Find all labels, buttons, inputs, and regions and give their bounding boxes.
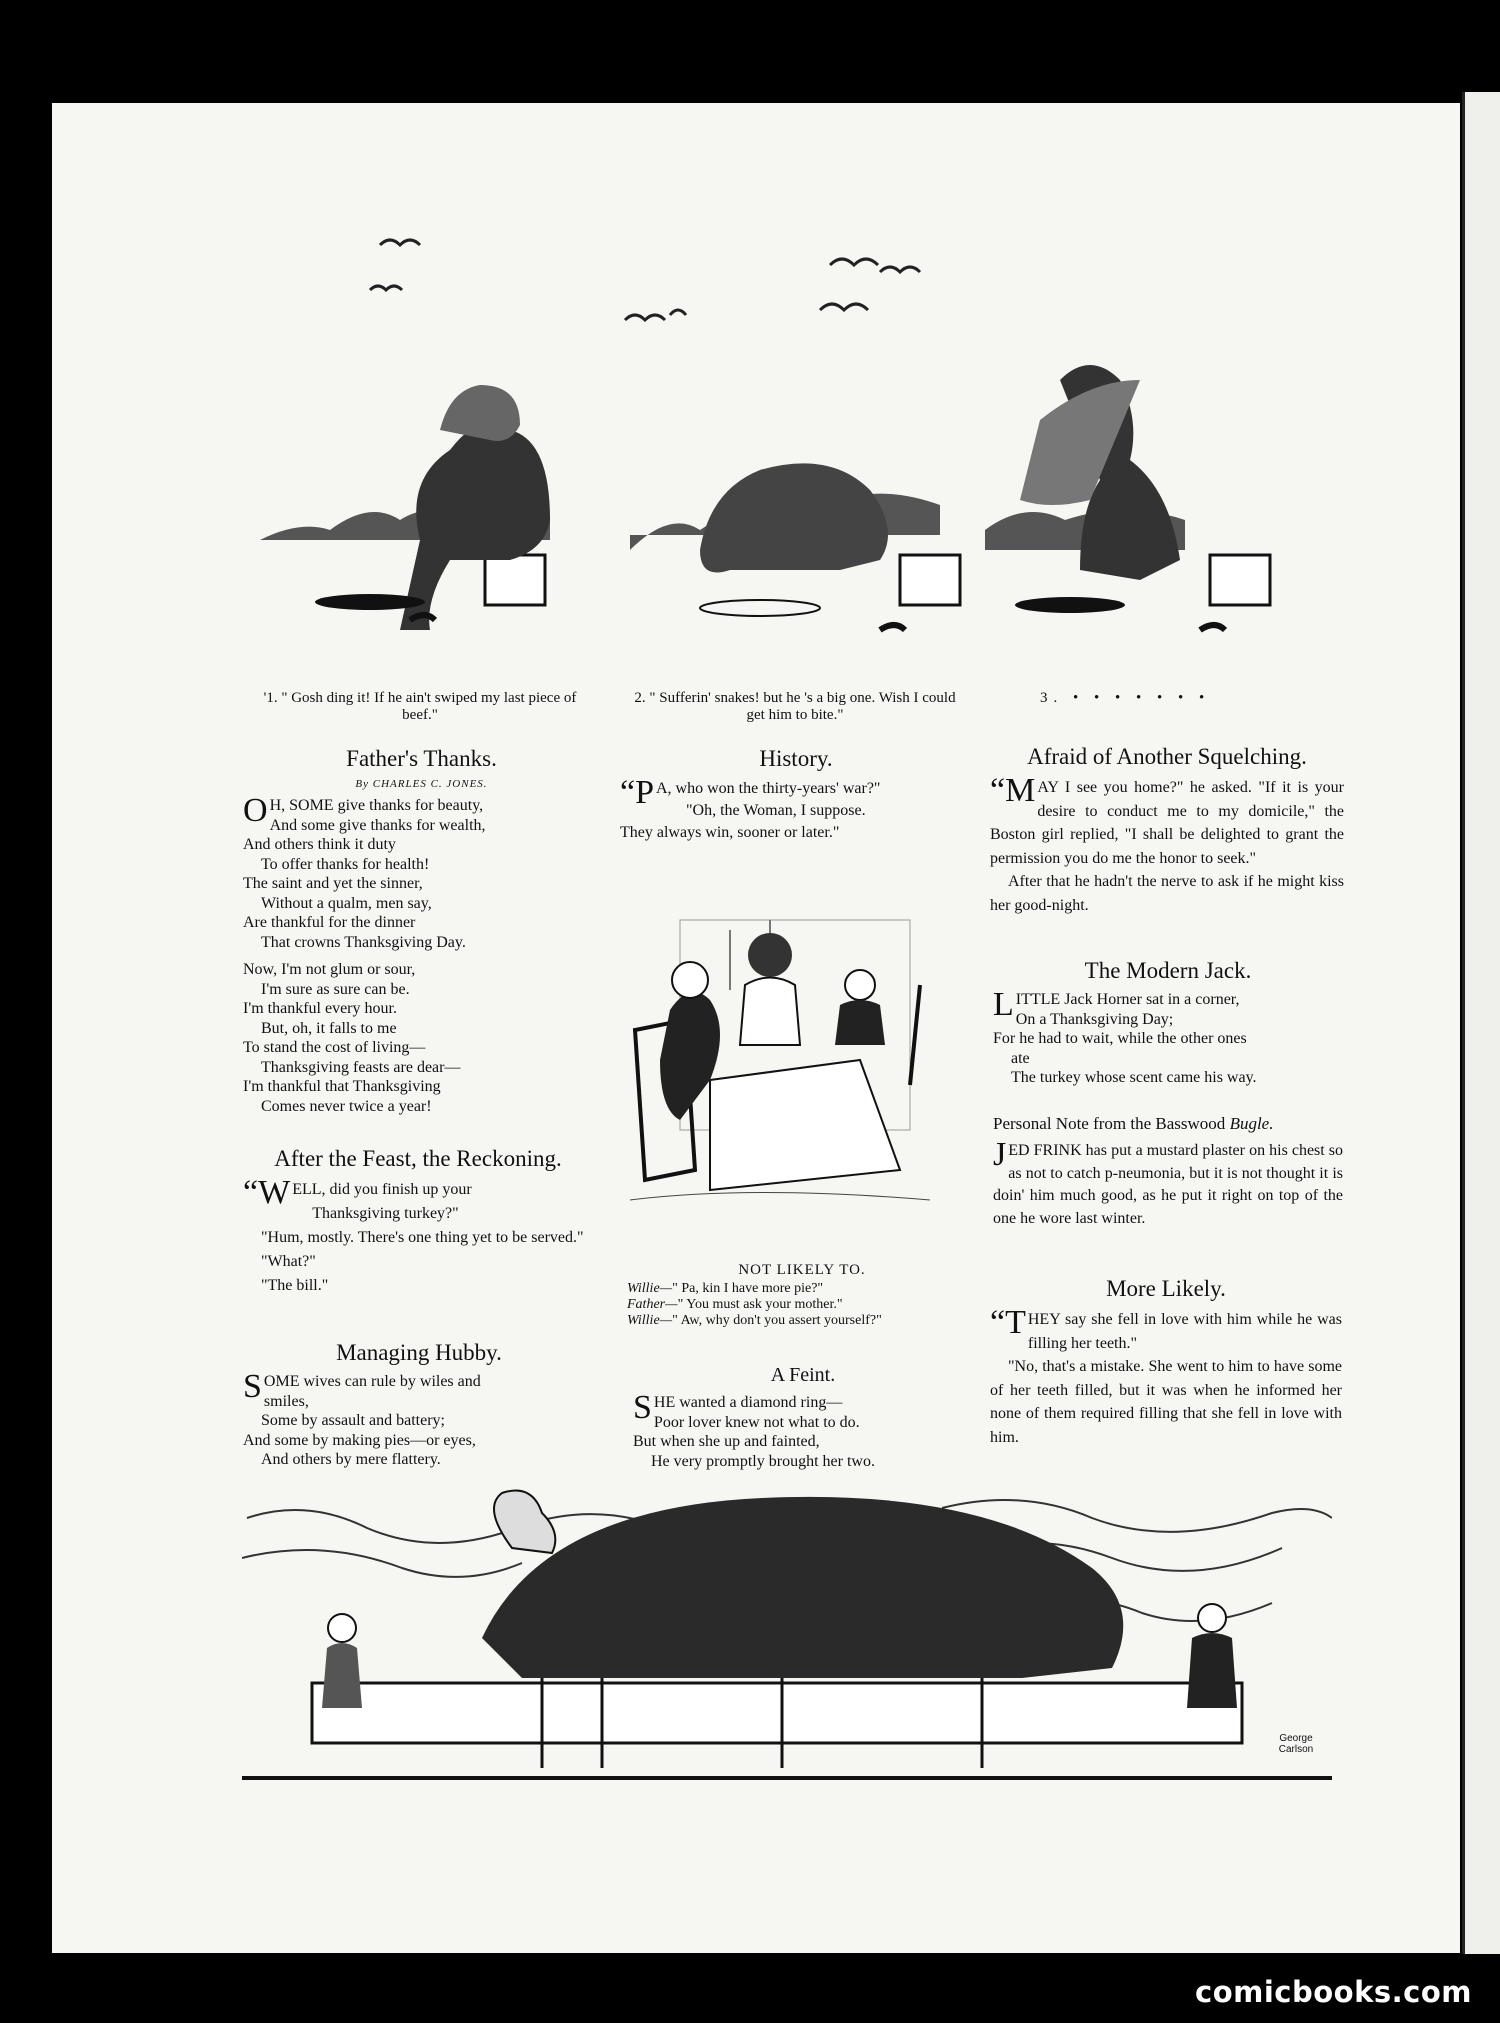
verse-line: To stand the cost of living— <box>243 1039 426 1056</box>
drop-cap: “W <box>243 1174 291 1211</box>
managing-hubby-verse <box>243 1368 595 1470</box>
fathers-thanks-verse <box>243 792 600 1116</box>
turkey-feast-illustration <box>242 1488 1332 1783</box>
verse-line: That crowns Thanksgiving Day. <box>261 933 466 951</box>
paragraph: while he was filling her teeth." <box>1027 1311 1343 1352</box>
paragraph: on his chest so as not to catch p-neumonia, but it is not thought it is doin' him much good, as he put it right on top of the one he wore last winter. <box>993 1142 1344 1227</box>
comic-strip-illustration <box>240 220 1370 640</box>
watermark: comicbooks.com <box>1195 1975 1472 2009</box>
modern-jack-title: The Modern Jack. <box>1084 958 1252 983</box>
verse-line: And some give thanks for wealth, <box>269 816 486 834</box>
the-modern-jack <box>993 958 1343 1088</box>
verse-line: I'm thankful every hour. <box>243 1000 397 1017</box>
verse-line: smiles, <box>263 1392 309 1410</box>
paragraph: They always win, sooner or later." <box>620 824 840 841</box>
verse-line: I'm sure as sure can be. <box>261 980 410 998</box>
after-the-feast-text <box>243 1174 593 1298</box>
verse-line: HE wanted a diamond ring— <box>653 1394 843 1411</box>
verse-line: On a Thanksgiving Day; <box>1015 1010 1174 1028</box>
personal-note <box>993 1114 1343 1230</box>
paragraph: "Oh, the Woman, I suppose. <box>686 802 866 819</box>
paragraph: "Hum, mostly. There's one thing yet to be served." <box>261 1229 584 1246</box>
verse-line: The turkey whose scent came his way. <box>1011 1069 1257 1086</box>
panel-3-fisherman <box>985 365 1270 630</box>
dialogue-line <box>627 1313 977 1329</box>
verse-line: And others by mere flattery. <box>261 1451 441 1468</box>
history-title: History. <box>759 746 833 771</box>
afraid-text <box>990 772 1345 917</box>
paragraph: "What?" <box>261 1253 316 1270</box>
history-text <box>620 774 972 844</box>
verse-line: But when she up and fainted, <box>633 1433 820 1450</box>
verse-line: He very promptly brought her two. <box>651 1452 875 1470</box>
managing-hubby <box>243 1340 595 1470</box>
more-likely-text <box>990 1304 1343 1449</box>
verse-line: Some by assault and battery; <box>261 1412 445 1429</box>
verse-line: And some by making pies—or eyes, <box>243 1431 476 1449</box>
facing-page-edge <box>1462 92 1500 1954</box>
verse-line: The saint and yet the sinner, <box>243 875 423 892</box>
paragraph: After that he hadn't the nerve to ask if he might kiss her good-night. <box>990 873 1344 914</box>
fathers-thanks-title: Father's Thanks. <box>346 746 497 771</box>
dinner-table-illustration <box>620 890 940 1220</box>
afraid-of-another-squelching <box>990 744 1344 917</box>
paragraph: A, who won the thirty-years' war?" <box>656 780 881 797</box>
paragraph: "If it is your desire to conduct me to my domicile," the Boston girl replied, "I shall be delighted to grant the permission you do me the honor to seek." <box>990 779 1345 867</box>
a-feint-verse <box>633 1389 973 1471</box>
paragraph: Thanksgiving turkey?" <box>312 1205 459 1222</box>
dialogue-line <box>627 1297 977 1313</box>
speaker: Father— <box>627 1297 678 1312</box>
a-feint <box>633 1364 973 1471</box>
verse-line: For he had to wait, while the other ones <box>993 1030 1247 1047</box>
paragraph: "No, that's a mistake. She went to him to have some of her teeth filled, but it was when he informed her none of them required filling that she fell in love with him. <box>990 1358 1342 1446</box>
not-likely-heading: NOT LIKELY TO. <box>738 1262 866 1278</box>
paragraph: AY I see you home?" he asked. <box>1037 779 1252 796</box>
personal-note-title <box>993 1114 1343 1134</box>
paragraph: HEY say she fell in love with him <box>1027 1311 1252 1328</box>
speaker: Willie— <box>627 1281 673 1296</box>
speech: " Aw, why don't you assert yourself?" <box>672 1313 882 1328</box>
verse-line: ate <box>1011 1049 1030 1067</box>
paragraph: "The bill." <box>261 1277 329 1294</box>
modern-jack-verse <box>993 986 1343 1088</box>
personal-note-text <box>993 1136 1344 1230</box>
speech: " Pa, kin I have more pie?" <box>672 1281 824 1296</box>
verse-line: Now, I'm not glum or sour, <box>243 961 416 978</box>
more-likely <box>990 1276 1342 1449</box>
panel-1-fisherman <box>260 385 550 630</box>
a-feint-title: A Feint. <box>770 1364 836 1386</box>
verse-line: But, oh, it falls to me <box>261 1019 397 1037</box>
more-likely-title: More Likely. <box>1106 1276 1226 1301</box>
after-the-feast-title: After the Feast, the Reckoning. <box>274 1146 562 1171</box>
history <box>620 746 972 844</box>
fathers-thanks <box>243 746 600 1116</box>
birds <box>370 240 920 320</box>
paragraph: ELL, did you finish up your <box>292 1181 472 1198</box>
speaker: Willie— <box>627 1313 673 1328</box>
verse-line: OME wives can rule by wiles and <box>263 1373 481 1390</box>
afraid-title: Afraid of Another Squelching. <box>1027 744 1307 769</box>
artist-signature: George Carlson <box>1278 1733 1314 1755</box>
drop-cap: S <box>633 1389 652 1426</box>
not-likely-to <box>627 1262 977 1329</box>
drop-cap: L <box>993 986 1014 1023</box>
drop-cap: O <box>243 792 268 829</box>
verse-line: To offer thanks for health! <box>261 855 430 873</box>
verse-line: ITTLE Jack Horner sat in a corner, <box>1015 991 1240 1008</box>
drop-cap: S <box>243 1368 262 1405</box>
drop-cap: “M <box>990 772 1036 809</box>
speech: " You must ask your mother." <box>677 1297 843 1312</box>
after-the-feast <box>243 1146 593 1298</box>
caption-panel-3: 3. • • • • • • • <box>1040 690 1211 706</box>
managing-hubby-title: Managing Hubby. <box>336 1340 502 1365</box>
verse-line: And others think it duty <box>243 836 396 853</box>
drop-cap: “P <box>620 774 654 811</box>
verse-line: Thanksgiving feasts are dear— <box>261 1058 461 1076</box>
drop-cap: “T <box>990 1304 1026 1341</box>
title-text: Personal Note from the Basswood <box>993 1114 1230 1133</box>
verse-line: Are thankful for the dinner <box>243 914 416 931</box>
fathers-thanks-byline: By CHARLES C. JONES. <box>355 778 488 790</box>
verse-line: H, SOME give thanks for beauty, <box>269 797 484 814</box>
caption-panel-1: '1. " Gosh ding it! If he ain't swiped my last piece of beef." <box>263 690 577 723</box>
verse-line: I'm thankful that Thanksgiving <box>243 1078 441 1095</box>
caption-panel-2: 2. " Sufferin' snakes! but he 's a big one. Wish I could get him to bite." <box>634 690 956 723</box>
verse-line: Without a qualm, men say, <box>261 894 432 912</box>
verse-line: Poor lover knew not what to do. <box>653 1413 860 1431</box>
title-emphasis: Bugle. <box>1229 1114 1274 1133</box>
verse-line: Comes never twice a year! <box>261 1097 432 1115</box>
dialogue-line <box>627 1281 977 1297</box>
drop-cap: J <box>993 1136 1007 1173</box>
paragraph: ED FRINK has put a mustard plaster <box>1008 1142 1245 1159</box>
panel-2-fisherman <box>630 463 960 630</box>
